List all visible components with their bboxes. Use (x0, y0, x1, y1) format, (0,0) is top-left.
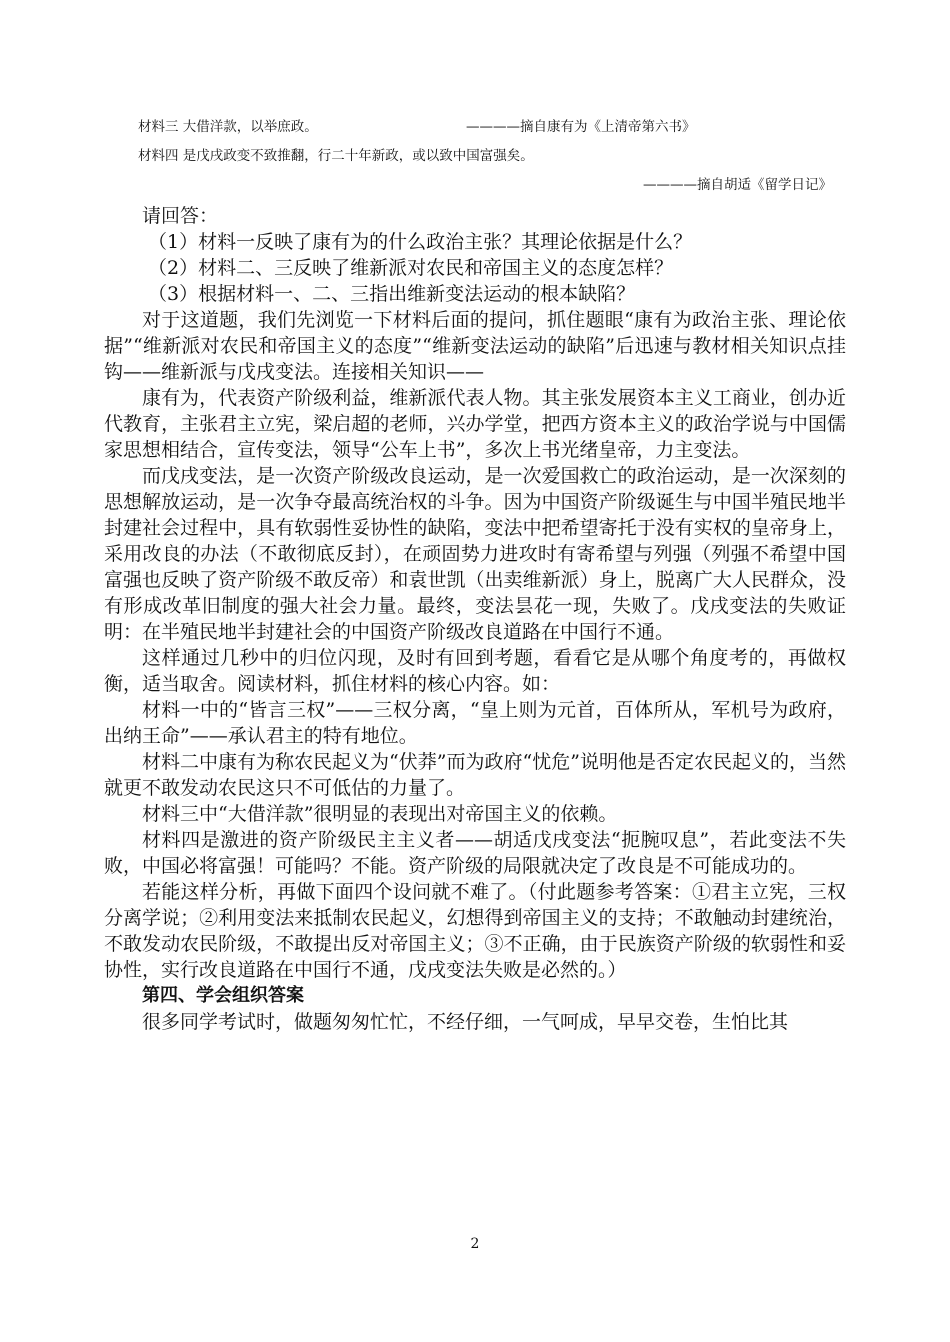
material-3-source: ————摘自康有为《上清帝第六书》 (466, 119, 696, 135)
paragraph: 材料三中“大借洋款”很明显的表现出对帝国主义的依赖。 (142, 803, 618, 825)
page-number: 2 (470, 1236, 480, 1252)
paragraph: 而戊戌变法，是一次资产阶级改良运动，是一次爱国救亡的政治运动，是一次深刻的思想解放运动，是一次争夺最高统治权的斗争。因为中国资产阶级诞生与中国半殖民地半封建社会过程中，具有软弱性妥协性的缺陷，变法中把希望寄托于没有实权的皇帝身上，采用改良的办法（不敢彻底反封），在顽固势力进攻时有寄希望与列强（列强不希望中国富强也反映了资产阶级不敢反帝）和袁世凯（出卖维新派）身上，脱离广大人民群众，没有形成改革旧制度的强大社会力量。最终，变法昙花一现，失败了。戊戌变法的失败证明：在半殖民地半封建社会的中国资产阶级改良道路在中国行不通。 (104, 465, 846, 643)
paragraph: 材料二中康有为称农民起义为“伏莽”而为政府“忧危”说明他是否定农民起义的，当然就更不敢发动农民这只不可低估的力量了。 (104, 751, 846, 799)
prompt-text: 请回答： (142, 205, 219, 227)
paragraph: 材料一中的“皆言三权”——三权分离，“皇上则为元首，百体所从，军机号为政府，出纳王命”——承认君主的特有地位。 (104, 699, 846, 747)
question-2: （2）材料二、三反映了维新派对农民和帝国主义的态度怎样？ (148, 257, 674, 279)
paragraph: 这样通过几秒中的归位闪现，及时有回到考题，看看它是从哪个角度考的，再做权衡，适当取舍。阅读材料，抓住材料的核心内容。如： (104, 647, 846, 695)
material-4-source: ————摘自胡适《留学日记》 (643, 177, 832, 193)
main-body (104, 203, 846, 1035)
question-3: （3）根据材料一、二、三指出维新变法运动的根本缺陷？ (148, 283, 636, 305)
paragraph: 康有为，代表资产阶级利益，维新派代表人物。其主张发展资本主义工商业，创办近代教育，主张君主立宪，梁启超的老师，兴办学堂，把西方资本主义的政治学说与中国儒家思想相结合，宣传变法，领导“公车上书”，多次上书光绪皇帝，力主变法。 (104, 387, 846, 461)
paragraph: 很多同学考试时，做题匆匆忙忙，不经仔细，一气呵成，早早交卷，生怕比其 (142, 1011, 789, 1033)
material-3: 材料三 大借洋款，以举庶政。 (138, 119, 318, 135)
question-1: （1）材料一反映了康有为的什么政治主张？其理论依据是什么？ (148, 231, 693, 253)
material-4: 材料四 是戊戌政变不致推翻，行二十年新政，或以致中国富强矣。 (138, 148, 534, 164)
paragraph: 对于这道题，我们先浏览一下材料后面的提问，抓住题眼“康有为政治主张、理论依据”“维新派对农民和帝国主义的态度”“维新变法运动的缺陷”后迅速与教材相关知识点挂钩——维新派与戊戌变法。连接相关知识—— (104, 309, 846, 383)
section-heading: 第四、学会组织答案 (142, 985, 304, 1006)
paragraph: 材料四是激进的资产阶级民主主义者——胡适戊戌变法“扼腕叹息”，若此变法不失败，中国必将富强！可能吗？不能。资产阶级的局限就决定了改良是不可能成功的。 (104, 829, 846, 877)
paragraph: 若能这样分析，再做下面四个设问就不难了。（付此题参考答案：①君主立宪，三权分离学说；②利用变法来抵制农民起义，幻想得到帝国主义的支持；不敢触动封建统治，不敢发动农民阶级，不敢提出反对帝国主义；③不正确，由于民族资产阶级的软弱性和妥协性，实行改良道路在中国行不通，戊戌变法失败是必然的。） (104, 881, 846, 981)
